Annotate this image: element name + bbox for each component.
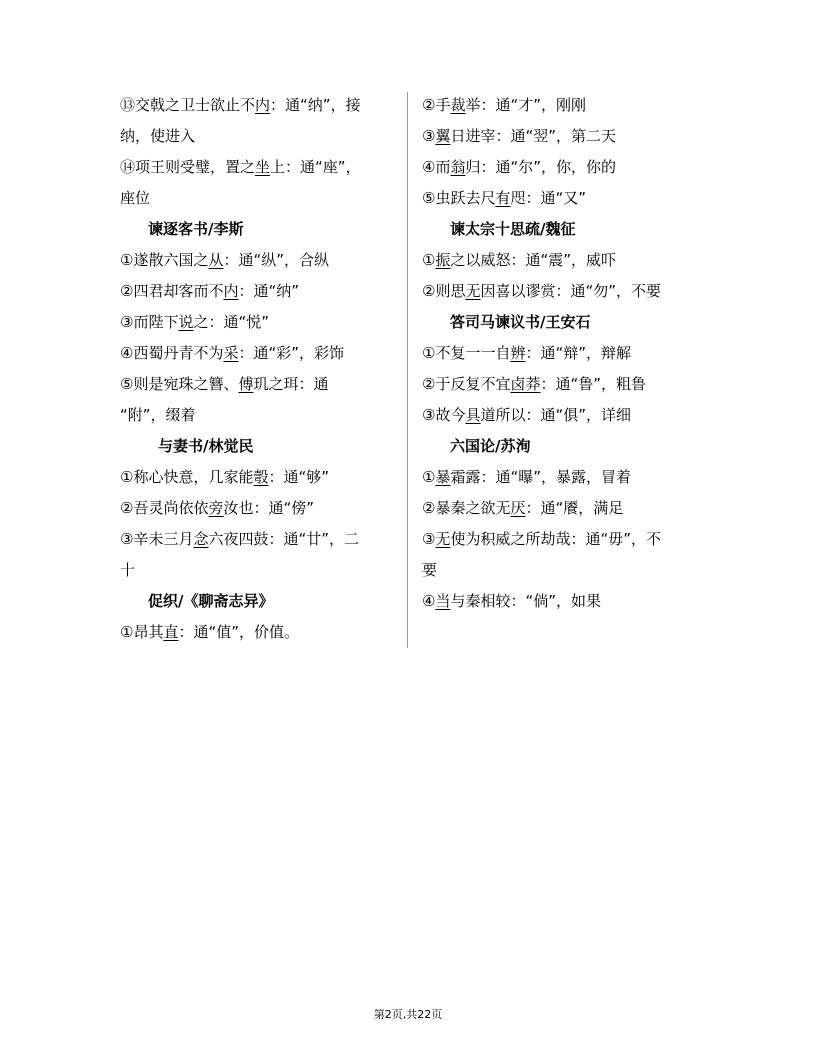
entry-text: 因喜以谬赏：通“勿”，不要 <box>480 282 662 300</box>
entry-text: 咫：通“又” <box>510 189 587 207</box>
underlined-character: 辨 <box>510 344 526 362</box>
entry-text: ⑬交戟之卫士欲止不 <box>120 96 256 114</box>
entry-text: ②手 <box>422 96 451 114</box>
entry-text: ① <box>422 468 436 486</box>
entry-text: ③而陛下 <box>120 313 179 331</box>
entry-text: 日进宰：通“翌”，第二天 <box>450 127 617 145</box>
underlined-character: 从 <box>208 251 224 269</box>
entry-line <box>120 307 396 338</box>
entry-text: ①昂其 <box>120 623 164 641</box>
section-heading: 谏逐客书/李斯 <box>148 220 244 238</box>
entry-text: ④ <box>422 592 436 610</box>
underlined-character: 暴 <box>435 468 451 486</box>
entry-text: 之：通“悦” <box>193 313 270 331</box>
entry-line <box>422 183 702 214</box>
entry-line <box>120 617 396 648</box>
entry-text: ③ <box>422 530 436 548</box>
underlined-character: 裁 <box>450 96 466 114</box>
section-heading: 谏太宗十思疏/魏征 <box>450 220 576 238</box>
entry-text: ②则思 <box>422 282 466 300</box>
entry-line <box>422 462 702 493</box>
entry-text: 纳，使进入 <box>120 127 196 145</box>
entry-text: ④西蜀丹青不为 <box>120 344 224 362</box>
entry-text: ：通“够” <box>268 468 330 486</box>
entry-text: ②吾灵尚依依 <box>120 499 209 517</box>
entry-text: “附”，缀着 <box>120 406 196 424</box>
underlined-character: 内 <box>255 96 271 114</box>
entry-text: 六夜四鼓：通“廿”，二 <box>208 530 360 548</box>
underlined-character: 翁 <box>450 158 466 176</box>
entry-line <box>422 90 702 121</box>
entry-text: ⑤虫跃去尺 <box>422 189 496 207</box>
page-footer: 第2页,共22页 <box>373 1008 443 1021</box>
entry-line <box>120 245 396 276</box>
entry-text: ④而 <box>422 158 451 176</box>
entry-line <box>422 493 702 524</box>
underlined-character: 内 <box>223 282 239 300</box>
entry-line <box>120 400 396 431</box>
entry-text: ：通“纳”，接 <box>270 96 361 114</box>
underlined-character: 振 <box>435 251 451 269</box>
column-divider <box>407 92 408 648</box>
entry-line <box>120 183 396 214</box>
underlined-character: 无 <box>465 282 481 300</box>
underlined-character: 直 <box>163 623 179 641</box>
entry-line <box>120 121 396 152</box>
entry-text: 之以威怒：通“震”，威吓 <box>450 251 617 269</box>
entry-line <box>422 276 702 307</box>
entry-text: ⑭项王则受璧，置之 <box>120 158 256 176</box>
entry-text: ：通“彩”，彩饰 <box>238 344 345 362</box>
entry-text: ① <box>422 251 436 269</box>
entry-text: 汝也：通“傍” <box>223 499 315 517</box>
underlined-character: 念 <box>193 530 209 548</box>
underlined-character: 采 <box>223 344 239 362</box>
entry-text: ③ <box>422 127 436 145</box>
underlined-character: 翼 <box>435 127 451 145</box>
entry-text: ①不复一一自 <box>422 344 511 362</box>
entry-line <box>422 245 702 276</box>
entry-line <box>422 338 702 369</box>
underlined-character: 坐 <box>255 158 271 176</box>
underlined-character: 说 <box>178 313 194 331</box>
entry-text: ②四君却客而不 <box>120 282 224 300</box>
underlined-character: 卤莽 <box>510 375 541 393</box>
entry-line <box>422 369 702 400</box>
entry-text: 玑之珥：通 <box>253 375 329 393</box>
underlined-character: 彀 <box>253 468 269 486</box>
left-column <box>120 90 396 648</box>
entry-line <box>120 90 396 121</box>
entry-text: 霜露：通“曝”，暴露，冒着 <box>450 468 632 486</box>
entry-text: ：通“餍，满足 <box>525 499 624 517</box>
entry-line <box>120 338 396 369</box>
entry-text: 座位 <box>120 189 151 207</box>
entry-text: 要 <box>422 561 438 579</box>
entry-line <box>422 586 702 617</box>
entry-text: ②于反复不宜 <box>422 375 511 393</box>
entry-text: ：通“值”，价值。 <box>178 623 300 641</box>
underlined-character: 傅 <box>238 375 254 393</box>
entry-text: ：通“辩”，辩解 <box>525 344 632 362</box>
entry-text: ①称心快意，几家能 <box>120 468 254 486</box>
underlined-character: 厌 <box>510 499 526 517</box>
entry-text: 举：通“才”，刚刚 <box>465 96 587 114</box>
section-heading: 与妻书/林觉民 <box>158 437 254 455</box>
underlined-character: 当 <box>435 592 451 610</box>
entry-line <box>120 524 396 555</box>
entry-text: ①遂散六国之 <box>120 251 209 269</box>
underlined-character: 具 <box>465 406 481 424</box>
entry-line <box>422 524 702 555</box>
entry-line <box>422 555 702 586</box>
entry-line <box>422 152 702 183</box>
entry-text: ：通“鲁”，粗鲁 <box>540 375 647 393</box>
entry-text: ③辛未三月 <box>120 530 194 548</box>
entry-text: ：通“纳” <box>238 282 300 300</box>
section-heading: 促织/《聊斋志异》 <box>148 592 274 610</box>
entry-line <box>422 121 702 152</box>
entry-line <box>120 493 396 524</box>
section-heading: 六国论/苏洵 <box>450 437 531 455</box>
entry-line <box>120 152 396 183</box>
section-heading: 答司马谏议书/王安石 <box>450 313 591 331</box>
entry-text: 使为积威之所劫哉：通“毋”，不 <box>450 530 662 548</box>
underlined-character: 无 <box>435 530 451 548</box>
entry-line <box>120 555 396 586</box>
entry-text: ②暴秦之欲无 <box>422 499 511 517</box>
entry-text: 十 <box>120 561 136 579</box>
underlined-character: 有 <box>495 189 511 207</box>
entry-text: ：通“纵”，合纵 <box>223 251 330 269</box>
entry-line <box>120 276 396 307</box>
entry-text: 与秦相较：“倘”，如果 <box>450 592 602 610</box>
entry-line <box>422 400 702 431</box>
entry-text: 上：通“座”， <box>270 158 361 176</box>
entry-text: 归：通“尔”，你，你的 <box>465 158 617 176</box>
entry-text: 道所以：通“俱”，详细 <box>480 406 632 424</box>
entry-text: ⑤则是宛珠之簪、 <box>120 375 239 393</box>
entry-line <box>120 369 396 400</box>
entry-line <box>120 462 396 493</box>
entry-text: ③故今 <box>422 406 466 424</box>
underlined-character: 旁 <box>208 499 224 517</box>
right-column <box>422 90 702 617</box>
